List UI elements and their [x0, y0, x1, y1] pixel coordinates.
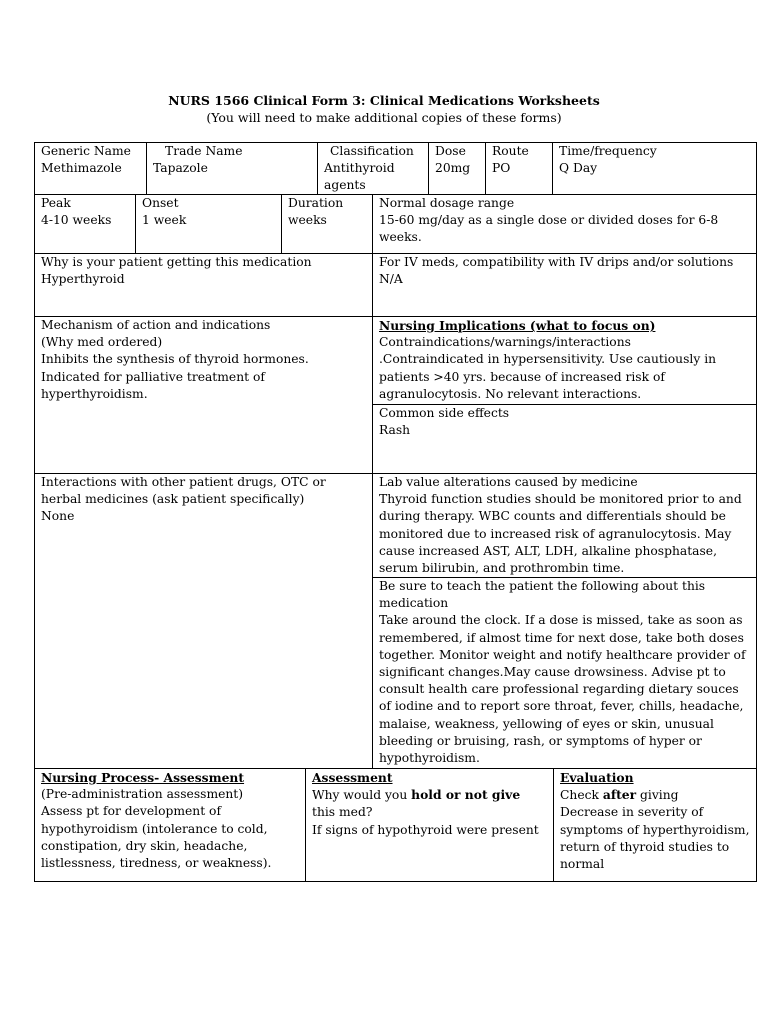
onset-value: 1 week: [142, 213, 187, 228]
implications-heading: Nursing Implications (what to focus on): [379, 318, 656, 333]
assessment-value: If signs of hypothyroid were present: [312, 822, 539, 837]
evaluation-heading: Evaluation: [560, 770, 634, 785]
frequency-label: Time/frequency: [559, 144, 657, 158]
peak-cell: [34, 194, 136, 254]
dosage-range-label: Normal dosage range: [379, 196, 515, 210]
trade-name-cell: [146, 142, 318, 195]
generic-name-value: Methimazole: [41, 161, 122, 176]
mechanism-sublabel: (Why med ordered): [41, 335, 163, 350]
patient-teaching-value: Take around the clock. If a dose is missed, take as soon as remembered, if almost time for next dose, take both doses together. Monitor weight and notify healthcare provider of significant changes.May cause drowsiness. Advise pt to consult health care professional regarding dietary souces of iodine and to report sore throat, fever, chills, headache, malaise, weakness, yellowing of eyes or skin, unusual bleeding or bruising, rash, or symptoms of hyper or hypothyroidism.: [379, 613, 746, 766]
onset-cell: [135, 194, 282, 254]
frequency-cell: [552, 142, 757, 195]
patient-teaching-label: Be sure to teach the patient the following about this medication: [379, 579, 706, 611]
assessment-heading: Assessment: [312, 770, 393, 785]
implications-cell: [372, 316, 757, 405]
assessment-question-bold: hold or not give: [411, 787, 521, 803]
dose-cell: [428, 142, 486, 195]
iv-compatibility-value: N/A: [379, 272, 403, 287]
dose-value: 20mg: [435, 161, 471, 176]
mechanism-value: Inhibits the synthesis of thyroid hormones. Indicated for palliative treatment of hyperthyroidism.: [41, 352, 309, 401]
dose-label: Dose: [435, 144, 466, 158]
trade-name-value: Tapazole: [153, 161, 208, 176]
duration-cell: [281, 194, 373, 254]
contraindications-value: .Contraindicated in hypersensitivity. Use cautiously in patients >40 yrs. because of increased risk of agranulocytosis. No relevant interactions.: [379, 352, 717, 401]
page-title: NURS 1566 Clinical Form 3: Clinical Medications Worksheets: [168, 93, 600, 108]
duration-label: Duration: [288, 196, 344, 210]
generic-name-label: Generic Name: [41, 144, 131, 158]
nursing-process-value: Assess pt for development of hypothyroidism (intolerance to cold, constipation, dry skin, headache, listlessness, tiredness, or weakness).: [41, 804, 272, 871]
drug-interactions-cell: [34, 473, 373, 769]
trade-name-label: Trade Name: [165, 144, 243, 158]
page-subtitle: (You will need to make additional copies of these forms): [206, 110, 562, 125]
nursing-process-sublabel: (Pre-administration assessment): [41, 787, 244, 802]
assessment-question-pre: Why would you: [312, 788, 412, 803]
patient-teaching-cell: [372, 577, 757, 769]
side-effects-label: Common side effects: [379, 406, 510, 420]
mechanism-label: Mechanism of action and indications: [41, 318, 271, 332]
generic-name-cell: [34, 142, 147, 195]
drug-interactions-value: None: [41, 509, 75, 524]
why-medication-value: Hyperthyroid: [41, 272, 125, 287]
dosage-range-cell: [372, 194, 757, 254]
classification-label: Classification: [330, 144, 414, 158]
assessment-cell: [305, 768, 554, 882]
route-value: PO: [492, 161, 511, 176]
contraindications-label: Contraindications/warnings/interactions: [379, 335, 631, 350]
evaluation-check-post: giving: [636, 788, 679, 803]
classification-value: Antithyroid agents: [324, 161, 395, 193]
dosage-range-value: 15-60 mg/day as a single dose or divided doses for 6-8 weeks.: [379, 213, 719, 245]
assessment-question-post: this med?: [312, 805, 373, 820]
route-cell: [485, 142, 553, 195]
why-medication-label: Why is your patient getting this medication: [41, 255, 312, 269]
nursing-process-cell: [34, 768, 306, 882]
nursing-process-heading: Nursing Process- Assessment: [41, 770, 245, 785]
lab-values-value: Thyroid function studies should be monitored prior to and during therapy. WBC counts and differentials should be monitored due to increased risk of agranulocytosis. May cause increased AST, ALT, LDH, alkaline phosphatase, serum bilirubin, and prothrombin time.: [379, 492, 742, 576]
side-effects-cell: [372, 404, 757, 474]
assessment-question: [312, 786, 547, 821]
side-effects-value: Rash: [379, 423, 411, 438]
frequency-value: Q Day: [559, 161, 598, 176]
lab-values-cell: [372, 473, 757, 578]
evaluation-cell: [553, 768, 757, 882]
iv-compatibility-label: For IV meds, compatibility with IV drips and/or solutions: [379, 255, 734, 269]
evaluation-check-pre: Check: [560, 788, 603, 803]
peak-label: Peak: [41, 196, 71, 210]
drug-interactions-label: Interactions with other patient drugs, OTC or herbal medicines (ask patient specifically): [41, 475, 326, 507]
evaluation-check: [560, 786, 750, 804]
onset-label: Onset: [142, 196, 179, 210]
iv-compatibility-cell: [372, 253, 757, 317]
route-label: Route: [492, 144, 529, 158]
classification-cell: [317, 142, 429, 195]
mechanism-cell: [34, 316, 373, 474]
evaluation-value: Decrease in severity of symptoms of hyperthyroidism, return of thyroid studies to normal: [560, 805, 750, 872]
duration-value: weeks: [288, 213, 327, 228]
lab-values-label: Lab value alterations caused by medicine: [379, 475, 638, 489]
evaluation-check-bold: after: [602, 787, 637, 803]
peak-value: 4-10 weeks: [41, 213, 112, 228]
why-medication-cell: [34, 253, 373, 317]
